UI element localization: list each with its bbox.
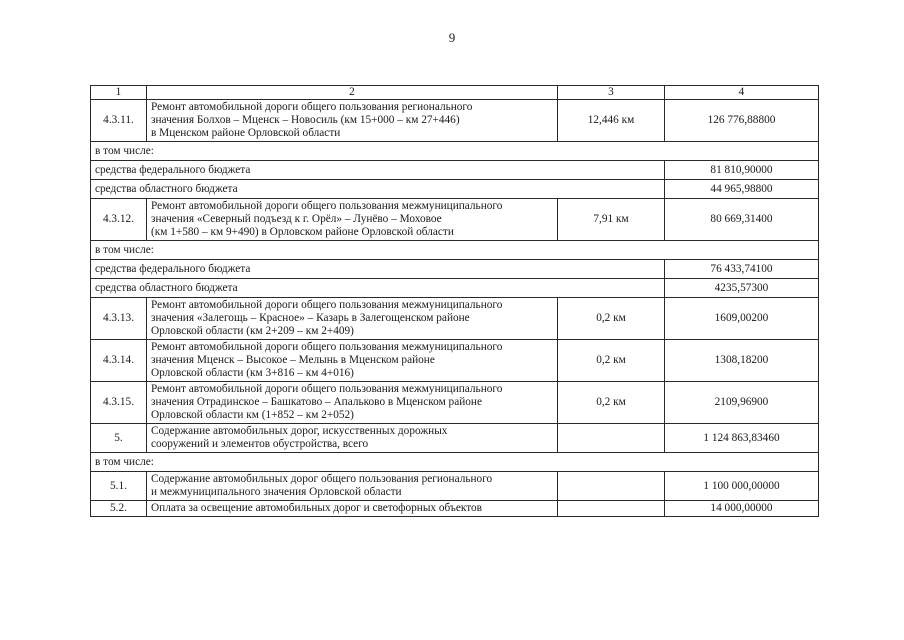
funding-source-amount: 76 433,74100 xyxy=(665,260,819,279)
table-row xyxy=(91,199,819,241)
subheading-label: в том числе: xyxy=(91,453,819,472)
row-length xyxy=(558,472,665,501)
row-number: 5.2. xyxy=(91,501,147,517)
funding-source-label: средства федерального бюджета xyxy=(91,161,665,180)
description-line: Оплата за освещение автомобильных дорог и светофорных объектов xyxy=(151,502,482,514)
row-description xyxy=(147,199,558,241)
row-amount: 1609,00200 xyxy=(665,298,819,340)
budget-table xyxy=(90,85,819,517)
description-line: значения «Залегощь – Красное» – Казарь в Залегощенском районе xyxy=(151,312,470,324)
row-length xyxy=(558,424,665,453)
description-line: сооружений и элементов обустройства, всего xyxy=(151,438,369,450)
subheading-row xyxy=(91,453,819,472)
funding-source-amount: 4235,57300 xyxy=(665,279,819,298)
row-length: 7,91 км xyxy=(558,199,665,241)
subheading-label: в том числе: xyxy=(91,142,819,161)
description-line: в Мценском районе Орловской области xyxy=(151,127,341,139)
row-description xyxy=(147,501,558,517)
row-description xyxy=(147,424,558,453)
row-amount: 1 100 000,00000 xyxy=(665,472,819,501)
description-line: и межмуниципального значения Орловской области xyxy=(151,486,402,498)
table-row xyxy=(91,501,819,517)
header-col-3: 3 xyxy=(558,86,665,100)
subheading-row xyxy=(91,142,819,161)
description-line: (км 1+580 – км 9+490) в Орловском районе Орловской области xyxy=(151,226,454,238)
description-line: Содержание автомобильных дорог, искусственных дорожных xyxy=(151,425,448,437)
row-description xyxy=(147,472,558,501)
row-length: 12,446 км xyxy=(558,100,665,142)
row-length: 0,2 км xyxy=(558,298,665,340)
row-length xyxy=(558,501,665,517)
table-row xyxy=(91,340,819,382)
description-line: Ремонт автомобильной дороги общего пользования межмуниципального xyxy=(151,200,503,212)
description-line: Содержание автомобильных дорог общего пользования регионального xyxy=(151,473,493,485)
funding-source-label: средства областного бюджета xyxy=(91,180,665,199)
funding-source-row xyxy=(91,180,819,199)
row-number: 4.3.12. xyxy=(91,199,147,241)
row-number: 4.3.11. xyxy=(91,100,147,142)
funding-source-amount: 44 965,98800 xyxy=(665,180,819,199)
header-col-1: 1 xyxy=(91,86,147,100)
funding-source-label: средства областного бюджета xyxy=(91,279,665,298)
funding-source-row xyxy=(91,279,819,298)
page-number: 9 xyxy=(448,30,456,45)
row-description xyxy=(147,100,558,142)
table-row xyxy=(91,424,819,453)
table-row xyxy=(91,298,819,340)
row-number: 4.3.13. xyxy=(91,298,147,340)
subheading-row xyxy=(91,241,819,260)
table-row xyxy=(91,100,819,142)
row-amount: 80 669,31400 xyxy=(665,199,819,241)
description-line: Орловской области (км 3+816 – км 4+016) xyxy=(151,367,354,379)
description-line: значения Отрадинское – Башкатово – Апальково в Мценском районе xyxy=(151,396,482,408)
table-row xyxy=(91,472,819,501)
description-line: Орловской области (км 2+209 – км 2+409) xyxy=(151,325,354,337)
funding-source-row xyxy=(91,260,819,279)
row-number: 5.1. xyxy=(91,472,147,501)
description-line: значения Мценск – Высокое – Мелынь в Мценском районе xyxy=(151,354,435,366)
row-amount: 14 000,00000 xyxy=(665,501,819,517)
row-amount: 126 776,88800 xyxy=(665,100,819,142)
description-line: Ремонт автомобильной дороги общего пользования регионального xyxy=(151,101,473,113)
table-row xyxy=(91,382,819,424)
funding-source-label: средства федерального бюджета xyxy=(91,260,665,279)
row-description xyxy=(147,382,558,424)
budget-table-body xyxy=(91,86,819,517)
row-length: 0,2 км xyxy=(558,382,665,424)
header-col-4: 4 xyxy=(665,86,819,100)
row-amount: 1 124 863,83460 xyxy=(665,424,819,453)
row-number: 4.3.15. xyxy=(91,382,147,424)
description-line: Ремонт автомобильной дороги общего пользования межмуниципального xyxy=(151,341,503,353)
description-line: Орловской области км (1+852 – км 2+052) xyxy=(151,409,354,421)
subheading-label: в том числе: xyxy=(91,241,819,260)
row-description xyxy=(147,298,558,340)
row-description xyxy=(147,340,558,382)
table-header-row xyxy=(91,86,819,100)
row-number: 5. xyxy=(91,424,147,453)
description-line: Ремонт автомобильной дороги общего пользования межмуниципального xyxy=(151,299,503,311)
header-col-2: 2 xyxy=(147,86,558,100)
description-line: Ремонт автомобильной дороги общего пользования межмуниципального xyxy=(151,383,503,395)
description-line: значения Болхов – Мценск – Новосиль (км 15+000 – км 27+446) xyxy=(151,114,460,126)
description-line: значения «Северный подъезд к г. Орёл» – Лунёво – Моховое xyxy=(151,213,442,225)
funding-source-row xyxy=(91,161,819,180)
row-number: 4.3.14. xyxy=(91,340,147,382)
row-amount: 2109,96900 xyxy=(665,382,819,424)
row-length: 0,2 км xyxy=(558,340,665,382)
row-amount: 1308,18200 xyxy=(665,340,819,382)
funding-source-amount: 81 810,90000 xyxy=(665,161,819,180)
